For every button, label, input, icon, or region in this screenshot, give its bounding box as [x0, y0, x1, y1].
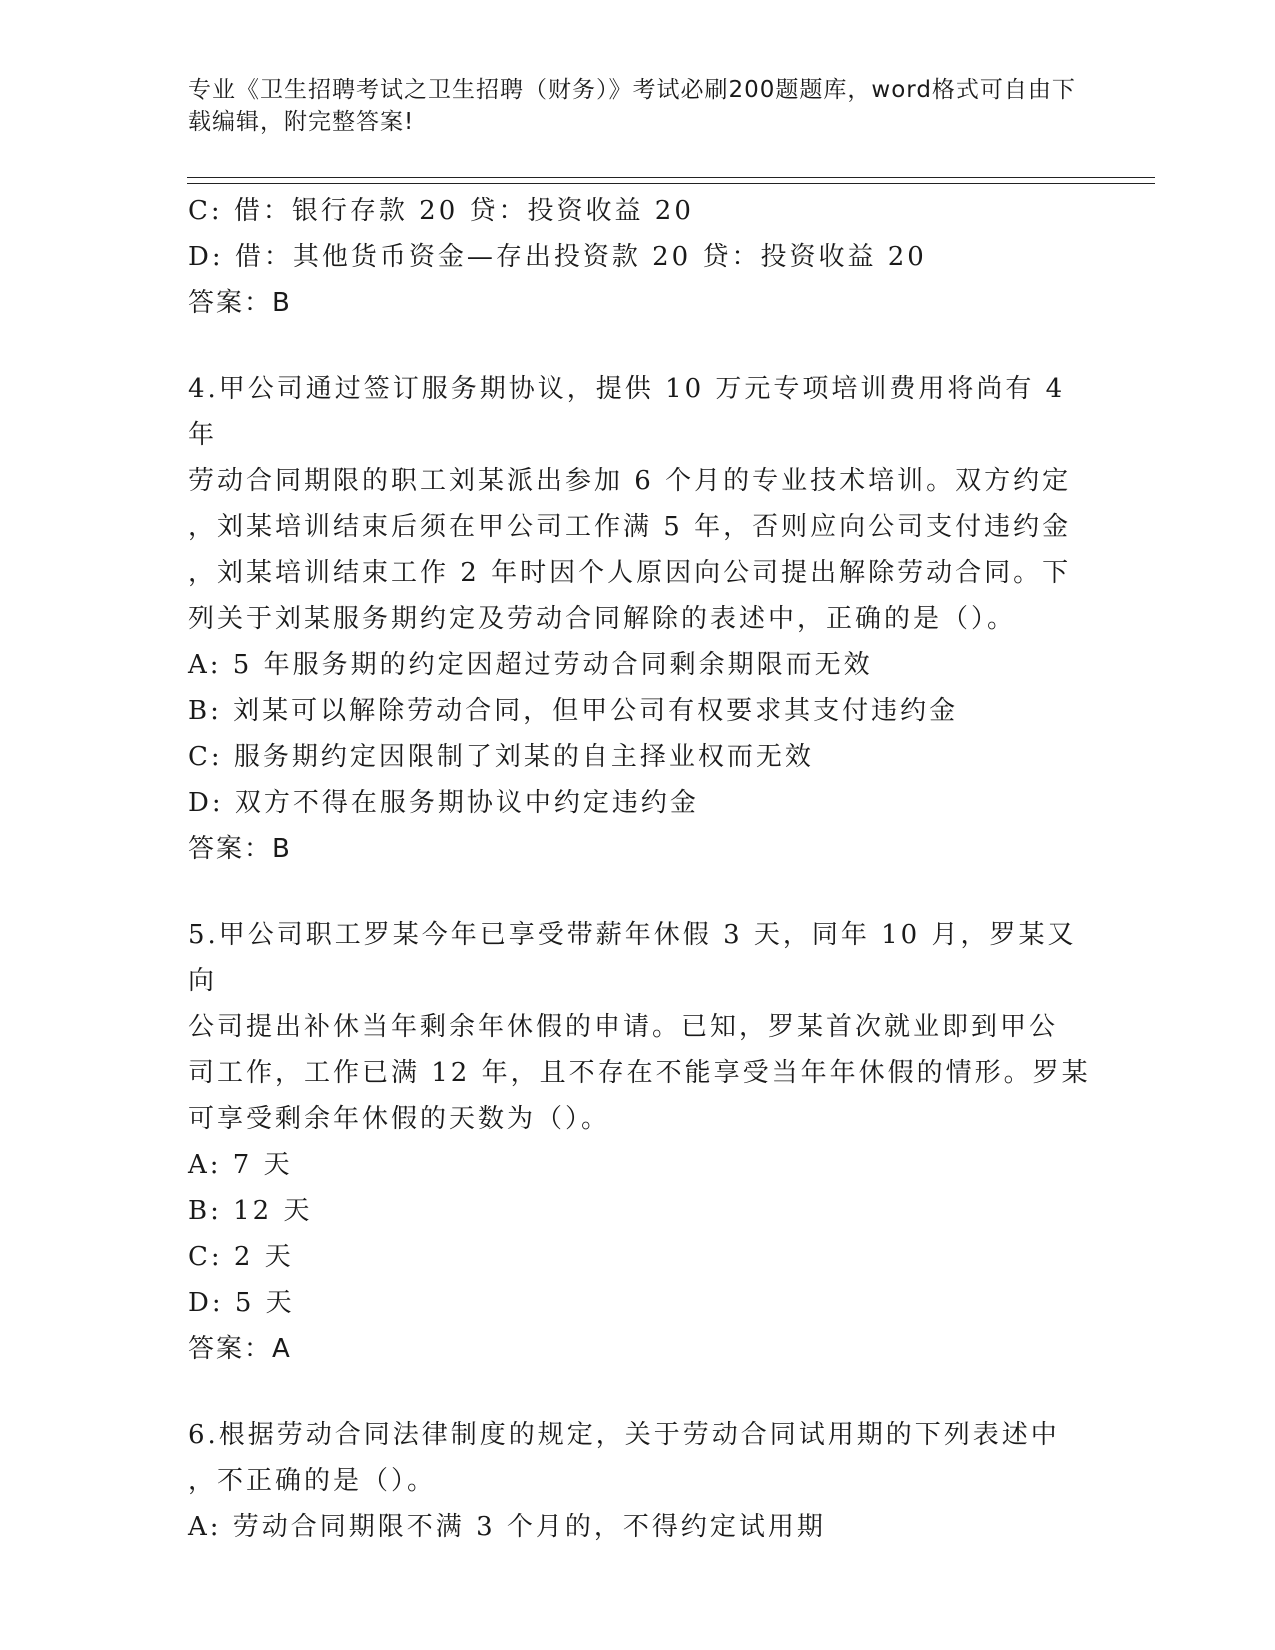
option-a: A: 5 年服务期的约定因超过劳动合同剩余期限而无效	[188, 650, 873, 680]
question-stem-line: 6.根据劳动合同法律制度的规定，关于劳动合同试用期的下列表述中	[188, 1420, 1060, 1450]
question-stem-line: ，不正确的是（）。	[188, 1466, 437, 1496]
question-stem-line: 列关于刘某服务期约定及劳动合同解除的表述中，正确的是（）。	[188, 604, 1017, 634]
question-stem-line: 可享受剩余年休假的天数为（）。	[188, 1104, 611, 1134]
answer-line: 答案：A	[188, 1334, 292, 1364]
option-line: D: 借：其他货币资金—存出投资款 20 贷：投资收益 20	[188, 242, 927, 272]
option-d: D: 5 天	[188, 1288, 295, 1318]
question-stem-line: 司工作，工作已满 12 年，且不存在不能享受当年年休假的情形。罗某	[188, 1058, 1091, 1088]
option-b: B: 12 天	[188, 1196, 313, 1226]
question-stem-line: 4.甲公司通过签订服务期协议，提供 10 万元专项培训费用将尚有 4 年	[188, 374, 1066, 450]
question-stem-line: 5.甲公司职工罗某今年已享受带薪年休假 3 天，同年 10 月，罗某又向	[188, 920, 1077, 996]
option-line: C: 借：银行存款 20 贷：投资收益 20	[188, 196, 694, 226]
question-stem-line: ，刘某培训结束后须在甲公司工作满 5 年，否则应向公司支付违约金	[188, 512, 1072, 542]
option-c: C: 2 天	[188, 1242, 294, 1272]
question-stem-line: ，刘某培训结束工作 2 年时因个人原因向公司提出解除劳动合同。下	[188, 558, 1072, 588]
header-rule-bottom	[187, 183, 1155, 184]
answer-line: 答案：B	[188, 288, 292, 318]
question-6	[188, 1412, 1098, 1550]
question-stem-line: 劳动合同期限的职工刘某派出参加 6 个月的专业技术培训。双方约定	[188, 466, 1072, 496]
document-header: 专业《卫生招聘考试之卫生招聘（财务）》考试必刷200题题库，word格式可自由下载编辑，附完整答案!	[188, 77, 1076, 135]
question-stem-line: 公司提出补休当年剩余年休假的申请。已知，罗某首次就业即到甲公	[188, 1012, 1059, 1042]
question-4	[188, 366, 1098, 872]
document-body	[188, 188, 1098, 1550]
question-5	[188, 912, 1098, 1372]
option-a: A: 7 天	[188, 1150, 293, 1180]
header-rule-top	[187, 177, 1155, 178]
option-a: A: 劳动合同期限不满 3 个月的，不得约定试用期	[188, 1512, 826, 1542]
option-c: C: 服务期约定因限制了刘某的自主择业权而无效	[188, 742, 814, 772]
option-d: D: 双方不得在服务期协议中约定违约金	[188, 788, 699, 818]
option-b: B: 刘某可以解除劳动合同，但甲公司有权要求其支付违约金	[188, 696, 959, 726]
answer-line: 答案：B	[188, 834, 292, 864]
